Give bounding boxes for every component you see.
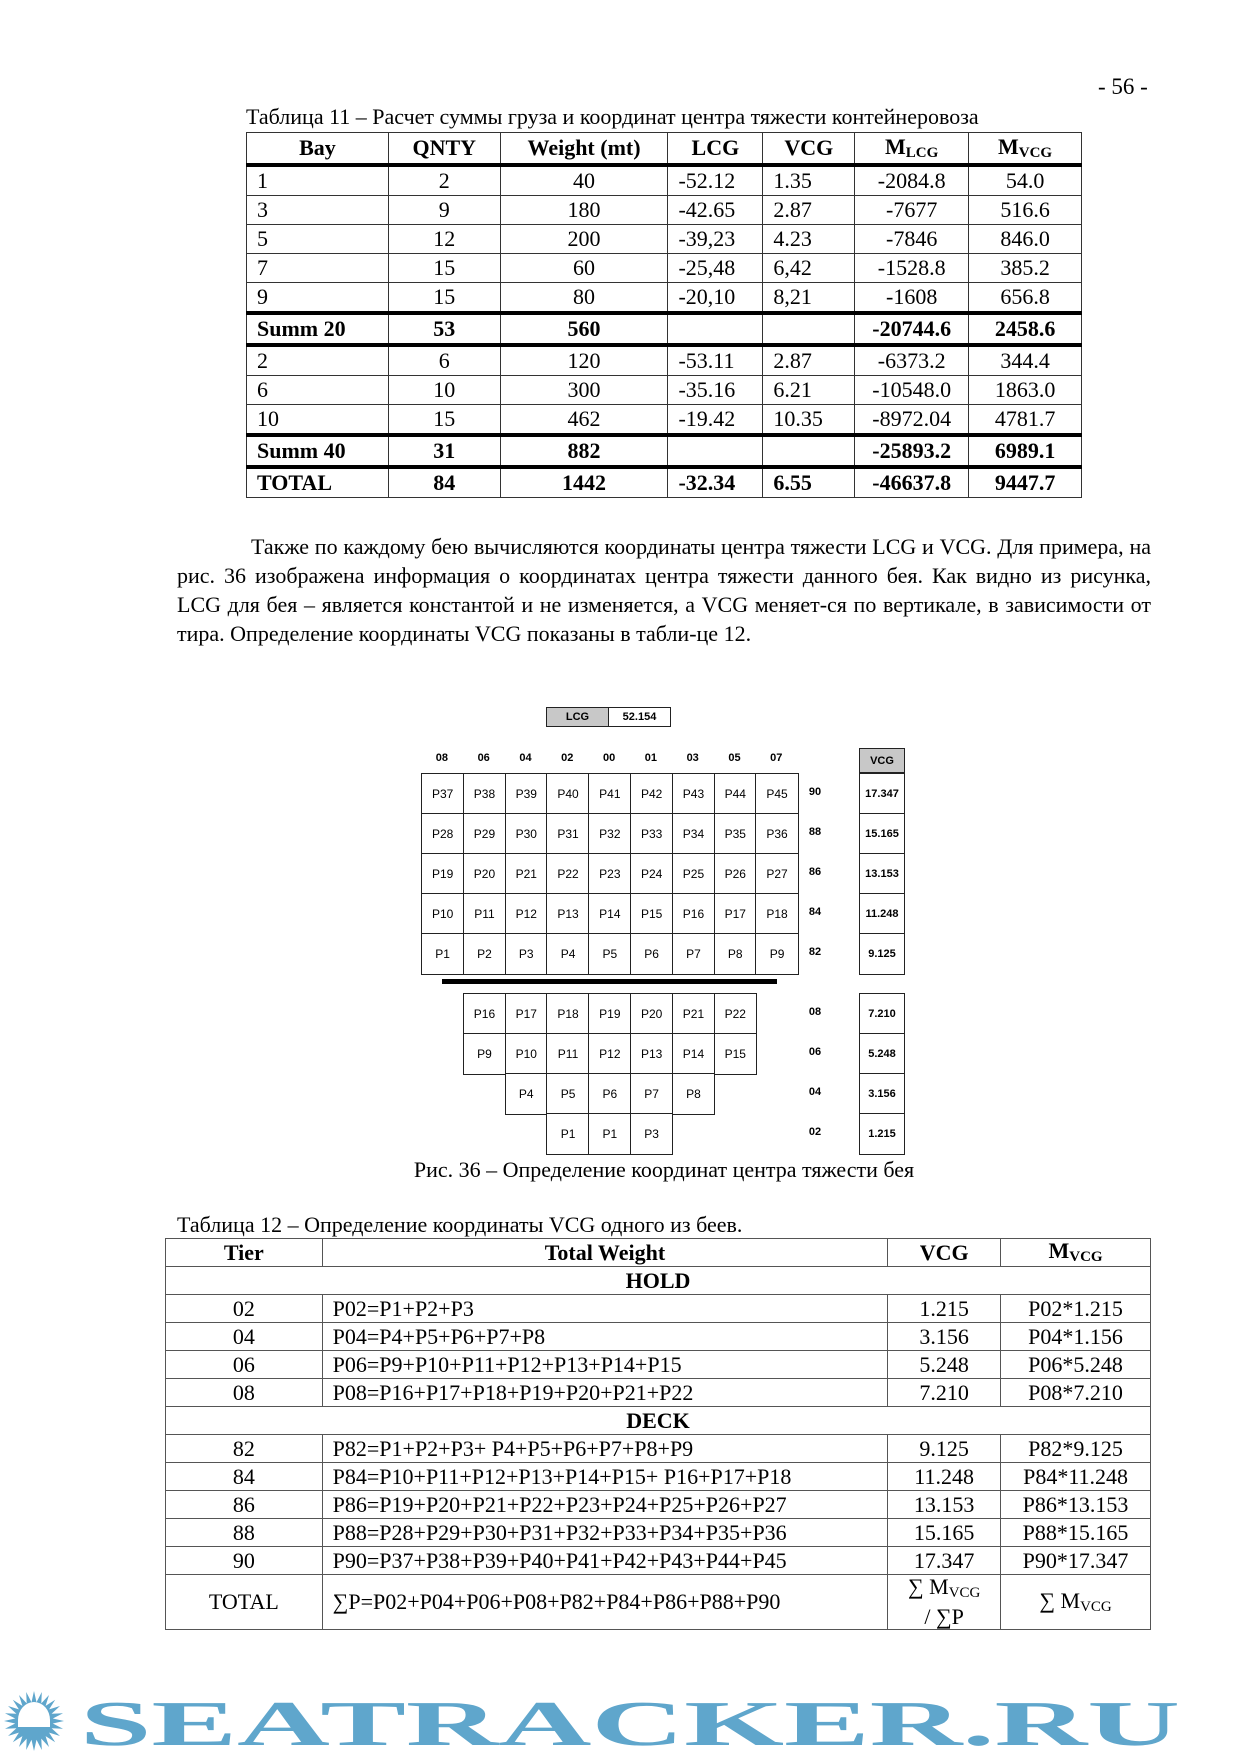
lcg-value: 52.154 [608,707,671,727]
row-label: 04 [519,752,532,764]
table-cell: 12 [388,225,500,254]
table-cell: P06=P9+P10+P11+P12+P13+P14+P15 [322,1351,888,1379]
deck-slot: P5 [588,933,631,975]
table-row [166,1323,1151,1351]
paragraph-text: Также по каждому бею вычисляются координаты центра тяжести LCG и VCG. Для примера, на рис. 36 изображена информация о координатах центра тяжести данного бея. Как видно из рисунка, LCG для бея – является константой и не изменяется, а VCG меняет-ся по вертикале, в зависимости от тира. Определение координаты VCG показаны в табли-це 12. [177,534,1151,646]
table-row [166,1295,1151,1323]
hold-slot: P22 [714,993,757,1035]
table-cell: 9.125 [888,1435,1001,1463]
watermark-text: SEATRACKER.RU [80,1690,1180,1752]
deck-slot: P22 [546,853,589,895]
table-cell: 1.35 [763,165,855,196]
deck-slot: P28 [421,813,464,855]
header-row [166,1239,1151,1267]
table-cell: P08=P16+P17+P18+P19+P20+P21+P22 [322,1379,888,1407]
row-label: 06 [477,752,490,764]
tier-label: 86 [808,866,822,878]
table-cell: 2 [247,345,389,376]
table-cell: 1.215 [888,1295,1001,1323]
vcg-value: 11.248 [859,893,905,935]
hold-slot: P7 [630,1073,673,1115]
table-row [247,165,1082,196]
deck-slot: P11 [463,893,506,935]
deck-slot: P15 [630,893,673,935]
table-cell: 88 [166,1519,323,1547]
table-row [166,1435,1151,1463]
sun-dome-icon [18,1702,50,1727]
deck-slot: P42 [630,773,673,815]
hold-slot: P6 [588,1073,631,1115]
table-cell: -32.34 [668,467,763,498]
section-title: HOLD [166,1267,1151,1295]
table-cell: P02=P1+P2+P3 [322,1295,888,1323]
table-cell: P84*11.248 [1001,1463,1151,1491]
deck-slot: P23 [588,853,631,895]
tier-label: 08 [808,1006,822,1018]
table-cell: 560 [500,313,668,345]
subscript: VCG [1080,1598,1112,1615]
table-cell: 180 [500,196,668,225]
table-cell: 6.55 [763,467,855,498]
deck-slot: P26 [714,853,757,895]
total-row [166,1575,1151,1630]
deck-slot: P14 [588,893,631,935]
deck-slot: P4 [546,933,589,975]
table-cell: 04 [166,1323,323,1351]
table-cell: 84 [166,1463,323,1491]
hold-slot: P21 [672,993,715,1035]
table-cell: 5 [247,225,389,254]
deck-slot: P39 [505,773,548,815]
deck-slot: P17 [714,893,757,935]
header-row [247,133,1082,166]
table-cell: -52.12 [668,165,763,196]
table-cell: 6 [388,345,500,376]
table-cell: 846.0 [969,225,1082,254]
hold-slot: P8 [672,1073,715,1115]
deck-slot: P35 [714,813,757,855]
table-cell: P90=P37+P38+P39+P40+P41+P42+P43+P44+P45 [322,1547,888,1575]
deck-slot: P24 [630,853,673,895]
table-cell: -39,23 [668,225,763,254]
deck-slot: P16 [672,893,715,935]
table-cell: 82 [166,1435,323,1463]
row-label: 08 [435,752,449,764]
tier-label: 02 [808,1126,822,1138]
table-cell: 8,21 [763,283,855,314]
hold-slot: P3 [630,1113,673,1155]
vcg-value: 5.248 [859,1033,905,1075]
column-header: Tier [166,1239,323,1267]
deck-slot: P33 [630,813,673,855]
row-label: 02 [561,752,574,764]
table-cell: -20,10 [668,283,763,314]
table-cell: P88=P28+P29+P30+P31+P32+P33+P34+P35+P36 [322,1519,888,1547]
table-cell: 86 [166,1491,323,1519]
hold-slot: P4 [505,1073,548,1115]
table-cell: 3.156 [888,1323,1001,1351]
table-cell: 7.210 [888,1379,1001,1407]
column-header: VCG [888,1239,1001,1267]
deck-slot: P34 [672,813,715,855]
deck-slot: P10 [421,893,464,935]
deck-slot: P8 [714,933,757,975]
deck-slot: P20 [463,853,506,895]
table-cell: -1608 [855,283,969,314]
table-cell: 06 [166,1351,323,1379]
table-cell: 08 [166,1379,323,1407]
table-cell: Summ 20 [247,313,389,345]
table-cell [763,435,855,467]
tier-label: 06 [808,1046,822,1058]
row-label: 07 [770,752,783,764]
table-cell: 6 [247,376,389,405]
table-cell: 4781.7 [969,405,1082,436]
tier-label: 90 [808,786,822,798]
table-cell: 2.87 [763,345,855,376]
hold-slot: P1 [588,1113,631,1155]
table-cell: -42.65 [668,196,763,225]
table-cell: 6989.1 [969,435,1082,467]
deck-slot: P6 [630,933,673,975]
table-cell: 10.35 [763,405,855,436]
table-cell: 656.8 [969,283,1082,314]
table-cell: 10 [247,405,389,436]
table-cell: 1863.0 [969,376,1082,405]
tier-label: 84 [808,906,822,918]
column-header: Total Weight [322,1239,888,1267]
table-row [247,467,1082,498]
table-cell: 31 [388,435,500,467]
table-cell: 2458.6 [969,313,1082,345]
table-cell: 11.248 [888,1463,1001,1491]
vcg-formula-tail: / ∑P [924,1604,964,1629]
table-12 [165,1238,1151,1630]
vcg-value: 1.215 [859,1113,905,1155]
table-cell: 15 [388,283,500,314]
table-cell: 17.347 [888,1547,1001,1575]
row-label: 05 [728,752,741,764]
table-cell: -1528.8 [855,254,969,283]
table-row [247,283,1082,314]
table-cell: -46637.8 [855,467,969,498]
table-cell: 40 [500,165,668,196]
deck-slot: P13 [546,893,589,935]
deck-slot: P43 [672,773,715,815]
deck-slot: P44 [714,773,757,815]
table-cell: -35.16 [668,376,763,405]
table-cell: 15 [388,254,500,283]
section-row [166,1407,1151,1435]
table-cell: 4.23 [763,225,855,254]
tier-label: 04 [808,1086,822,1098]
table-cell: -19.42 [668,405,763,436]
hold-slot: P16 [463,993,506,1035]
table-cell: 516.6 [969,196,1082,225]
hold-slot: P10 [505,1033,548,1075]
table-cell: 385.2 [969,254,1082,283]
table-row [247,435,1082,467]
column-header: LCG [668,133,763,166]
vcg-value: 17.347 [859,773,905,815]
table-cell: 60 [500,254,668,283]
column-header: QNTY [388,133,500,166]
deck-slot: P1 [421,933,464,975]
total-vcg [888,1575,1001,1630]
table-cell: P88*15.165 [1001,1519,1151,1547]
table-cell: 882 [500,435,668,467]
deck-slot: P3 [505,933,548,975]
deck-slot: P21 [505,853,548,895]
column-header: VCG [763,133,855,166]
deck-slot: P40 [546,773,589,815]
table-cell: -2084.8 [855,165,969,196]
table-cell: 02 [166,1295,323,1323]
table-cell: -7677 [855,196,969,225]
vcg-header: VCG [859,748,905,773]
table-cell: 2 [388,165,500,196]
table-cell: P84=P10+P11+P12+P13+P14+P15+ P16+P17+P18 [322,1463,888,1491]
table-cell: 15.165 [888,1519,1001,1547]
column-header: Bay [247,133,389,166]
table-row [247,313,1082,345]
hold-slot: P15 [714,1033,757,1075]
tier-label: 88 [808,826,822,838]
table-cell: P82*9.125 [1001,1435,1151,1463]
table-cell: 200 [500,225,668,254]
table-row [166,1463,1151,1491]
table-cell: 90 [166,1547,323,1575]
table-cell: 7 [247,254,389,283]
table-cell: -25,48 [668,254,763,283]
deck-slot: P32 [588,813,631,855]
table-cell: -53.11 [668,345,763,376]
table-row [247,405,1082,436]
deck-slot: P41 [588,773,631,815]
table-cell: 80 [500,283,668,314]
table-cell: P86=P19+P20+P21+P22+P23+P24+P25+P26+P27 [322,1491,888,1519]
row-label: 01 [644,752,658,764]
hold-slot: P12 [588,1033,631,1075]
deck-slot: P27 [755,853,798,895]
table-row [247,254,1082,283]
tier-label: 82 [808,946,822,958]
sun-logo-icon [4,1691,64,1751]
section-row [166,1267,1151,1295]
table-cell [763,313,855,345]
vcg-value: 9.125 [859,933,905,975]
table-cell: P04=P4+P5+P6+P7+P8 [322,1323,888,1351]
total-m [1001,1575,1151,1630]
vcg-value: 3.156 [859,1073,905,1115]
table-cell: -7846 [855,225,969,254]
section-title: DECK [166,1407,1151,1435]
subscript: VCG [1069,1249,1103,1265]
hold-slot: P19 [588,993,631,1035]
deck-slot: P30 [505,813,548,855]
table-cell: 6,42 [763,254,855,283]
column-header: $M_{LCG}$ [855,133,969,166]
table-cell: -10548.0 [855,376,969,405]
row-label: 00 [602,752,616,764]
watermark [0,1690,1240,1752]
vcg-value: 13.153 [859,853,905,895]
table-cell: 84 [388,467,500,498]
table-row [166,1547,1151,1575]
table-cell: 15 [388,405,500,436]
table-row [166,1519,1151,1547]
table-cell: P06*5.248 [1001,1351,1151,1379]
table-cell: 1 [247,165,389,196]
table-cell: P04*1.156 [1001,1323,1151,1351]
table12-caption: Таблица 12 – Определение координаты VCG одного из беев. [177,1212,743,1237]
table-cell: 9447.7 [969,467,1082,498]
table-cell: -8972.04 [855,405,969,436]
table-cell: 300 [500,376,668,405]
vcg-value: 7.210 [859,993,905,1035]
table-cell: 344.4 [969,345,1082,376]
table-row [247,225,1082,254]
body-paragraph [177,532,1151,648]
table-cell: -20744.6 [855,313,969,345]
table-11 [246,132,1082,498]
vcg-formula: ∑ M [907,1574,949,1599]
subscript: LCG [905,144,939,161]
table-cell: 9 [388,196,500,225]
table-cell: 3 [247,196,389,225]
hold-slot: P9 [463,1033,506,1075]
hold-slot: P18 [546,993,589,1035]
figure-caption: Рис. 36 – Определение координат центра тяжести бея [413,1157,915,1182]
table-cell [668,313,763,345]
hold-slot: P5 [546,1073,589,1115]
table-cell: 13.153 [888,1491,1001,1519]
deck-slot: P2 [463,933,506,975]
m-formula: ∑ M [1039,1587,1081,1613]
table-cell: 5.248 [888,1351,1001,1379]
total-label: TOTAL [166,1575,323,1630]
table-cell: 1442 [500,467,668,498]
sun-rays-icon [4,1691,64,1751]
table-row [247,345,1082,376]
table-cell: -6373.2 [855,345,969,376]
table-cell: 9 [247,283,389,314]
table-cell: 2.87 [763,196,855,225]
subscript: VCG [1018,144,1053,161]
hold-slot: P14 [672,1033,715,1075]
table-row [166,1351,1151,1379]
table-cell: 462 [500,405,668,436]
deck-slot: P37 [421,773,464,815]
deck-slot: P31 [546,813,589,855]
table-cell: Summ 40 [247,435,389,467]
table-cell: 120 [500,345,668,376]
table-row [166,1491,1151,1519]
column-header: $M_{VCG}$ [1001,1239,1151,1267]
deck-slot: P12 [505,893,548,935]
table-cell: P02*1.215 [1001,1295,1151,1323]
column-header: Weight (mt) [500,133,668,166]
deck-slot: P9 [755,933,798,975]
table-row [247,376,1082,405]
deck-slot: P19 [421,853,464,895]
table-cell [668,435,763,467]
row-label: 03 [686,752,699,764]
table-cell: P86*13.153 [1001,1491,1151,1519]
table-row [247,196,1082,225]
lcg-label: LCG [546,707,609,727]
hold-slot: P11 [546,1033,589,1075]
table-cell: P90*17.347 [1001,1547,1151,1575]
table-cell: TOTAL [247,467,389,498]
hold-slot: P1 [546,1113,589,1155]
subscript: VCG [948,1585,981,1601]
hold-slot: P20 [630,993,673,1035]
table-cell: 53 [388,313,500,345]
table-cell: P08*7.210 [1001,1379,1151,1407]
deck-slot: P45 [755,773,798,815]
page-number: - 56 - [1098,74,1148,99]
deck-slot: P25 [672,853,715,895]
deck-slot: P7 [672,933,715,975]
table11-caption: Таблица 11 – Расчет суммы груза и координат центра тяжести контейнеровоза [246,104,979,129]
deck-slot: P29 [463,813,506,855]
total-formula: ∑P=P02+P04+P06+P08+P82+P84+P86+P88+P90 [322,1575,888,1630]
deck-hatch-line [442,979,777,984]
hold-slot: P13 [630,1033,673,1075]
table-cell: P82=P1+P2+P3+ P4+P5+P6+P7+P8+P9 [322,1435,888,1463]
deck-slot: P36 [755,813,798,855]
table-row [166,1379,1151,1407]
deck-slot: P18 [755,893,798,935]
column-header: $M_{VCG}$ [969,133,1082,166]
table-cell: 6.21 [763,376,855,405]
deck-slot: P38 [463,773,506,815]
vcg-value: 15.165 [859,813,905,855]
table-cell: 10 [388,376,500,405]
table-cell: 54.0 [969,165,1082,196]
hold-slot: P17 [505,993,548,1035]
table-cell: -25893.2 [855,435,969,467]
